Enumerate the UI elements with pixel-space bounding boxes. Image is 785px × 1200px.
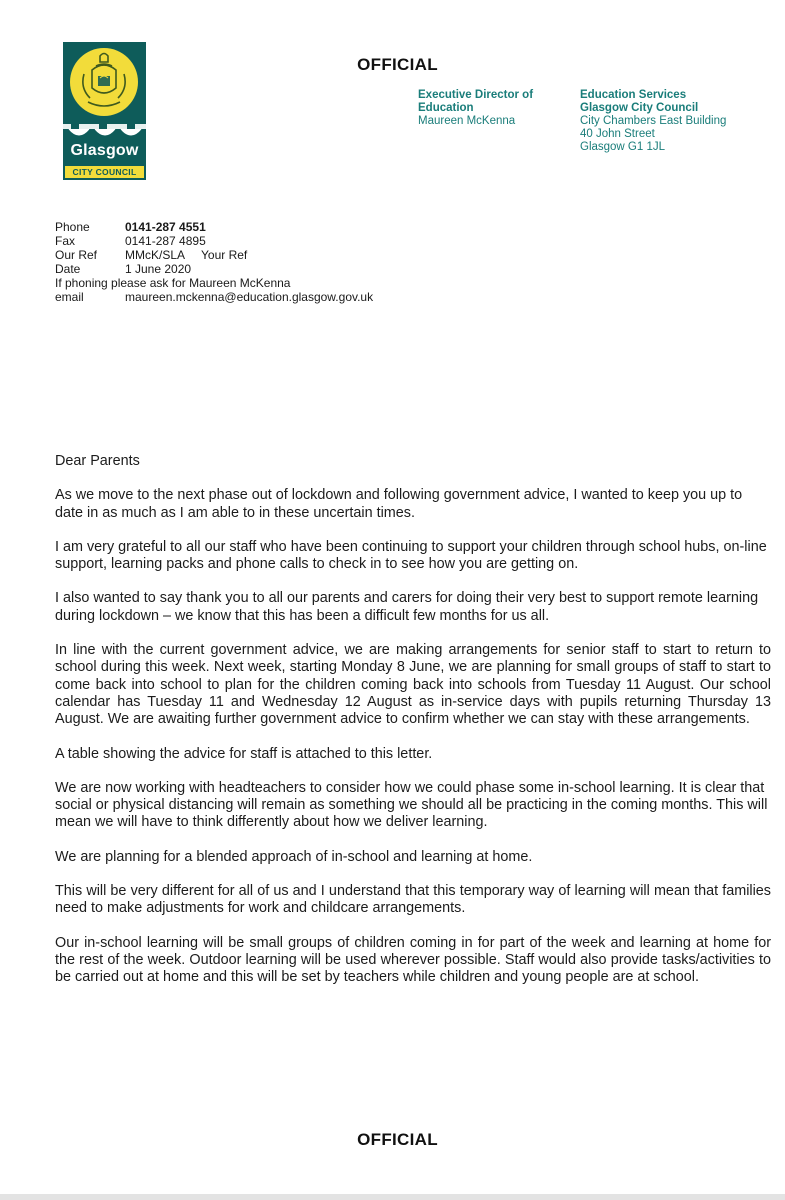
your-ref-label: Your Ref (201, 248, 248, 262)
paragraph: In line with the current government advice, we are making arrangements for senior staff to start to return to school during this week. Next week, starting Monday 8 June, we are planning for small groups of staff to start to come back into school to plan for the children coming back into schools from Tuesday 11 August. Our school calendar has Tuesday 11 and Wednesday 12 August as in-service days with pupils returning Thursday 13 August. We are awaiting further government advice to confirm whether we can stay with these arrangements. (55, 642, 771, 728)
salutation: Dear Parents (55, 453, 140, 469)
our-ref-value: MMcK/SLA (125, 248, 186, 262)
address-line3: City Chambers East Building (580, 115, 727, 127)
reference-row (55, 248, 373, 262)
paragraph: We are now working with headteachers to consider how we could phase some in-school learning. It is clear that social or physical distancing will remain as something we should all be practicing in the coming months. This will mean we will have to think differently about how we deliver learning. (55, 779, 768, 831)
address-line1: Education Services (580, 89, 687, 101)
address-line2: Glasgow City Council (580, 102, 699, 114)
logo-subtitle: CITY COUNCIL (65, 166, 144, 178)
sender-title-line1: Executive Director of (418, 89, 534, 101)
official-marking-bottom: OFFICIAL (357, 1130, 438, 1149)
paragraph: This will be very different for all of us and I understand that this temporary way of learning will mean that families need to make adjustments for work and childcare arrangements. (55, 883, 771, 917)
page-edge (0, 1194, 785, 1200)
address-line5: Glasgow G1 1JL (580, 141, 666, 153)
phone-value: 0141-287 4551 (125, 220, 206, 234)
phone-label: Phone (55, 220, 90, 234)
logo-name: Glasgow (70, 142, 139, 159)
fax-value: 0141-287 4895 (125, 234, 206, 248)
paragraph: I also wanted to say thank you to all our parents and carers for doing their very best to support remote learning during lockdown – we know that this has been a difficult few months for us all. (55, 590, 759, 624)
email-label: email (55, 290, 84, 304)
letter-body (55, 453, 771, 1004)
our-ref-label: Our Ref (55, 248, 98, 262)
date-row (55, 262, 373, 276)
date-value: 1 June 2020 (125, 262, 192, 276)
paragraph: Our in-school learning will be small groups of children coming in for part of the week and learning at home for the rest of the week. Outdoor learning will be used wherever possible. Staff would also provide tasks/activities to be carried out at home and this will be set by teachers while children and young people are at school. (55, 934, 771, 986)
paragraph: As we move to the next phase out of lockdown and following government advice, I wanted to keep you up to date in as much as I am able to in these uncertain times. (55, 487, 743, 521)
paragraph: We are planning for a blended approach of in-school and learning at home. (55, 848, 533, 865)
paragraph: A table showing the advice for staff is attached to this letter. (55, 745, 433, 762)
sender-title-line2: Education (418, 102, 474, 114)
contact-details (55, 220, 373, 304)
sender-block (418, 89, 533, 128)
email-row (55, 290, 373, 304)
logo-wave-divider-icon (63, 124, 146, 140)
fax-label: Fax (55, 234, 76, 248)
sender-name: Maureen McKenna (418, 115, 516, 127)
paragraph: I am very grateful to all our staff who have been continuing to support your children through school hubs, on-line support, learning packs and phone calls to check in to see how you are getting on. (55, 538, 767, 573)
phone-row (55, 220, 373, 234)
address-line4: 40 John Street (580, 128, 655, 140)
date-label: Date (55, 262, 81, 276)
phoning-note-text: If phoning please ask for Maureen McKenna (55, 276, 291, 290)
fax-row (55, 234, 373, 248)
address-block (580, 89, 726, 154)
official-marking-top: OFFICIAL (357, 55, 438, 74)
phoning-note (55, 276, 373, 290)
email-link[interactable]: maureen.mckenna@education.glasgow.gov.uk (125, 290, 374, 304)
